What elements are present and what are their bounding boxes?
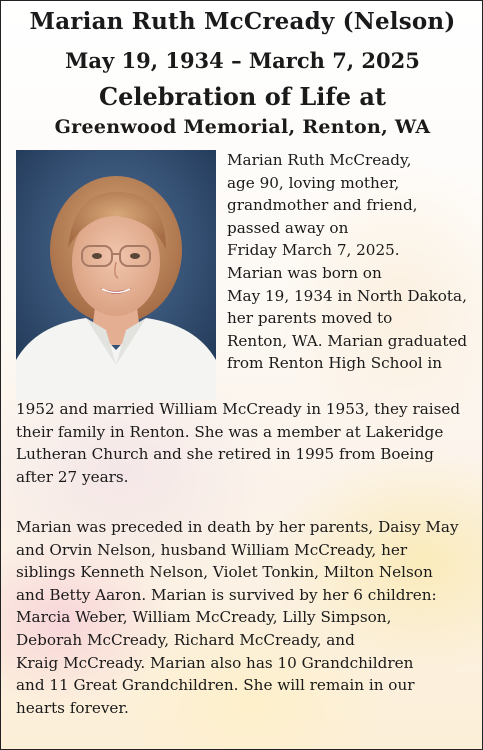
text-line: Renton, WA. Marian graduated (227, 331, 468, 350)
text-line: hearts forever. (16, 698, 129, 717)
portrait-photo (16, 150, 216, 400)
text-line: Kraig McCready. Marian also has 10 Grandchildren (16, 653, 414, 672)
text-line: Lutheran Church and she retired in 1995 from Boeing (16, 445, 434, 464)
text-line: and Betty Aaron. Marian is survived by her 6 children: (16, 585, 437, 604)
text-line: grandmother and friend, (227, 196, 418, 215)
life-dates-heading: May 19, 1934 – March 7, 2025 (65, 48, 420, 73)
text-line: her parents moved to (227, 309, 393, 328)
text-line: and 11 Great Grandchildren. She will remain in our (16, 676, 415, 695)
text-line: Friday March 7, 2025. (227, 241, 400, 260)
text-line: Marcia Weber, William McCready, Lilly Simpson, (16, 608, 392, 627)
text-line: May 19, 1934 in North Dakota, (227, 286, 467, 305)
celebration-heading: Celebration of Life at (98, 82, 386, 111)
text-line: Deborah McCready, Richard McCready, and (16, 630, 355, 649)
text-line: from Renton High School in (227, 354, 443, 373)
obituary-paragraph-1-side (227, 149, 467, 375)
obituary-paragraph-2 (16, 516, 459, 719)
text-line: and Orvin Nelson, husband William McCready, her (16, 540, 408, 559)
text-line: Marian Ruth McCready, (227, 151, 412, 169)
text-line: Marian was born on (227, 263, 382, 282)
text-line: siblings Kenneth Nelson, Violet Tonkin, Milton Nelson (16, 563, 433, 582)
text-line: age 90, loving mother, (227, 173, 400, 192)
text-line: passed away on (227, 218, 349, 237)
deceased-name-heading: Marian Ruth McCready (Nelson) (29, 8, 456, 35)
text-line: after 27 years. (16, 467, 129, 486)
text-line: their family in Renton. She was a member at Lakeridge (16, 422, 444, 441)
location-heading: Greenwood Memorial, Renton, WA (54, 116, 431, 138)
obituary-paragraph-1-continued (16, 398, 460, 488)
text-line: Marian was preceded in death by her parents, Daisy May (16, 518, 459, 536)
text-line: 1952 and married William McCready in 1953, they raised (16, 400, 461, 418)
